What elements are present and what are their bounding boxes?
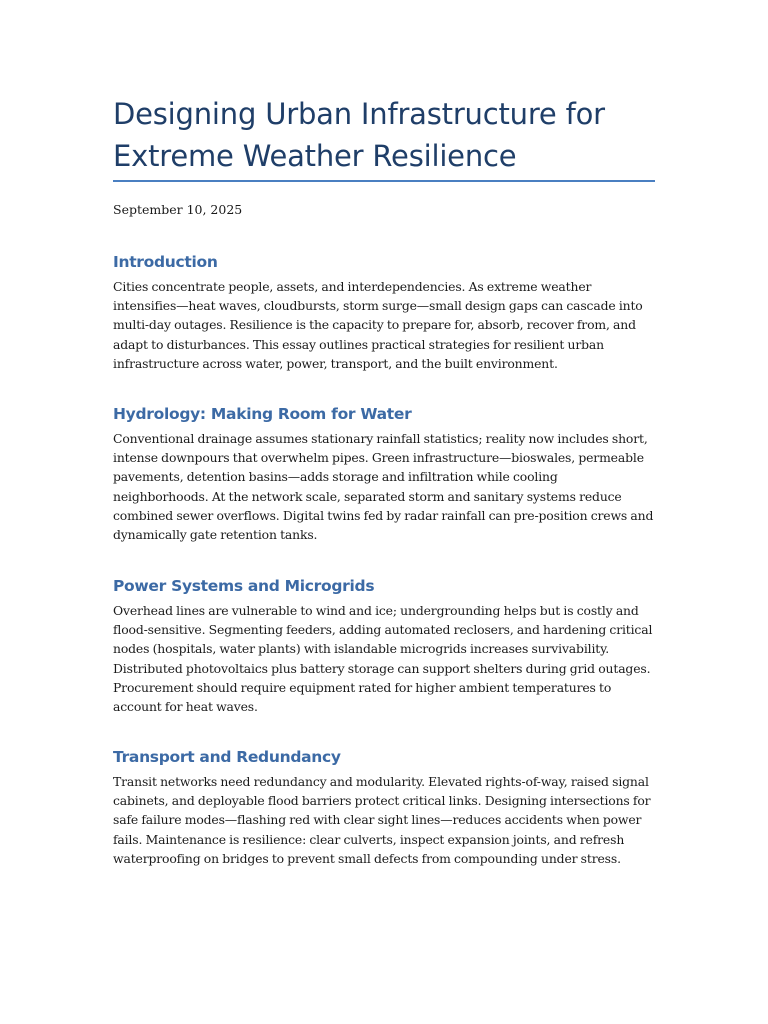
document-title: Designing Urban Infrastructure for Extreme Weather Resilience — [113, 97, 605, 173]
section-hydrology — [113, 403, 655, 544]
section-body: Conventional drainage assumes stationary rainfall statistics; reality now includes short, intense downpours that overwhelm pipes. Green infrastructure—bioswales, permeable pavements, detention basins—adds storage and infiltration while cooling neighborhoods. At the network scale, separated storm and sanitary systems reduce combined sewer overflows. Digital twins fed by radar rainfall can pre-position crews and dynamically gate retention tanks. — [113, 431, 654, 543]
section-body: Cities concentrate people, assets, and interdependencies. As extreme weather intensifies—heat waves, cloudbursts, storm surge—small design gaps can cascade into multi-day outages. Resilience is the capacity to prepare for, absorb, recover from, and adapt to disturbances. This essay outlines practical strategies for resilient urban infrastructure across water, power, transport, and the built environment. — [113, 279, 643, 371]
title-divider — [113, 180, 655, 182]
section-body: Transit networks need redundancy and modularity. Elevated rights-of-way, raised signal cabinets, and deployable flood barriers protect critical links. Designing intersections for safe failure modes—flashing red with clear sight lines—reduces accidents when power fails. Maintenance is resilience: clear culverts, inspect expansion joints, and refresh waterproofing on bridges to prevent small defects from compounding under stress. — [113, 774, 651, 866]
section-heading: Transport and Redundancy — [113, 748, 341, 766]
section-heading: Introduction — [113, 253, 218, 271]
document-date: September 10, 2025 — [113, 202, 243, 217]
section-heading: Hydrology: Making Room for Water — [113, 405, 412, 423]
section-transport — [113, 746, 655, 868]
section-introduction — [113, 251, 655, 373]
section-body: Overhead lines are vulnerable to wind and ice; undergrounding helps but is costly and flood-sensitive. Segmenting feeders, adding automated reclosers, and hardening critical nodes (hospitals, water plants) with islandable microgrids increases survivability. Distributed photovoltaics plus battery storage can support shelters during grid outages. Procurement should require equipment rated for higher ambient temperatures to account for heat waves. — [113, 603, 653, 715]
section-power-systems — [113, 575, 655, 716]
section-heading: Power Systems and Microgrids — [113, 577, 375, 595]
